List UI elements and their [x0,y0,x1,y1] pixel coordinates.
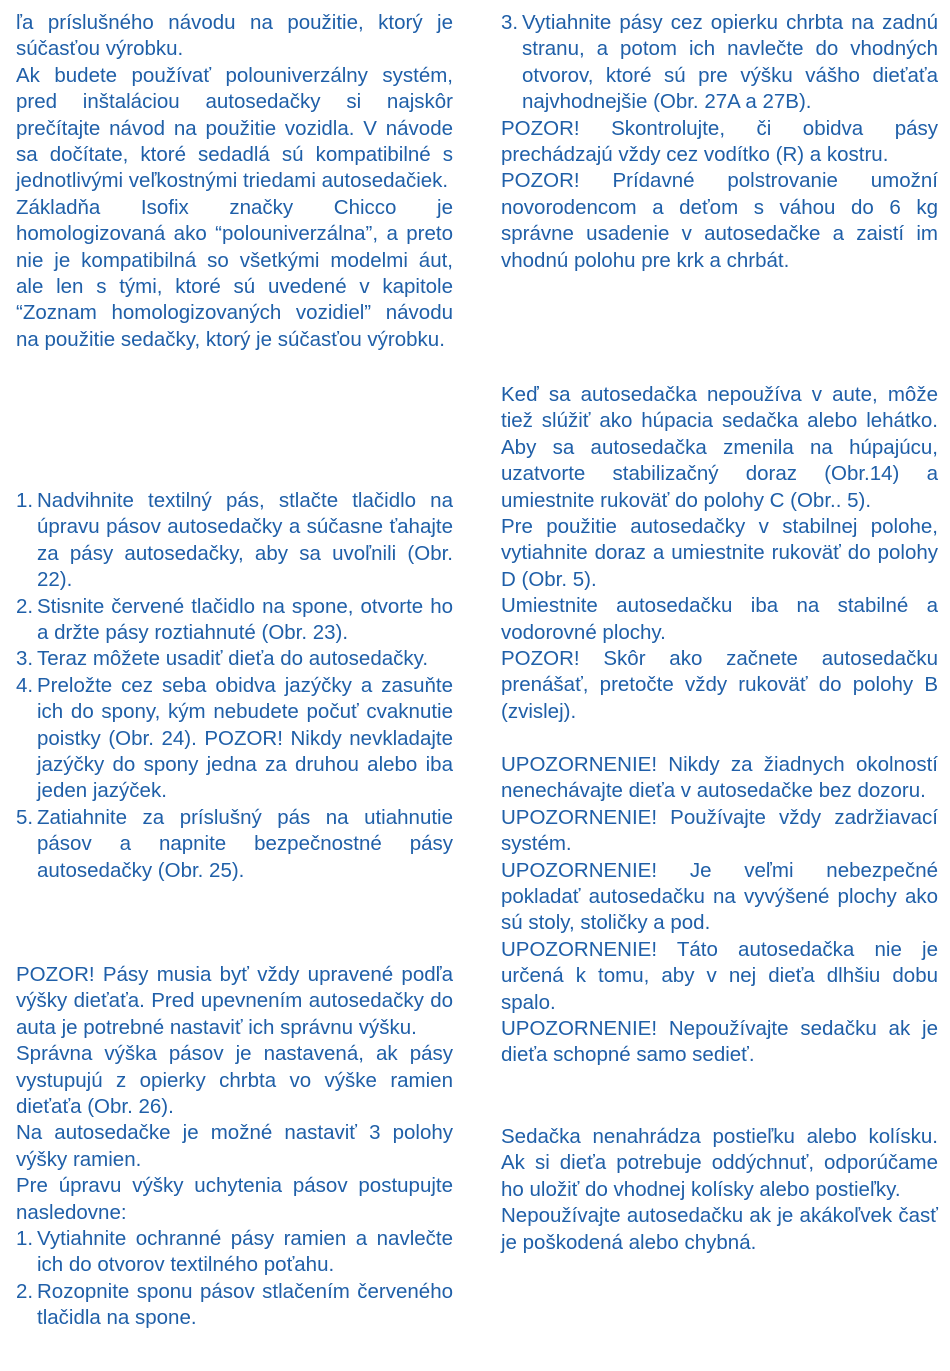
list-number: 4. [16,673,34,697]
list-number: 5. [16,805,34,829]
list-item [16,1226,453,1279]
list-number: 3. [16,647,34,671]
list-number: 3. [501,11,519,34]
list-item [16,646,453,672]
paragraph: ľa príslušného návodu na použitie, ktorý je súčasťou výrobku. [16,11,453,61]
left-block-fastening-steps [16,488,453,884]
right-block-belt-threading [501,10,938,274]
list-text: Zatiahnite za príslušný pás na utiahnutie pásov a napnite bezpečnostné pásy autosedačky (Obr. 25). [37,805,453,882]
list-item [16,805,453,884]
list-text: Vytiahnite pásy cez opierku chrbta na zadnú stranu, a potom ich navlečte do vhodných otvorov, ktoré sú pre výšku vášho dieťaťa najvhodnejšie (Obr. 27A a 27B). [522,11,938,114]
list-text: Rozopnite sponu pásov stlačením červeného tlačidla na spone. [37,1279,453,1330]
list-number: 2. [16,594,34,618]
paragraph: Pre úpravu výšky uchytenia pásov postupujte nasledovne: [16,1174,453,1224]
paragraph: Základňa Isofix značky Chicco je homologizovaná ako “polouniverzálna”, a preto nie je kompatibilná so všetkými modelmi áut, ale len s tými, ktoré sú uvedené v kapitole “Zoznam homologizovaných vozidiel” návodu na použitie sedačky, ktorý je súčasťou výrobku. [16,195,453,351]
left-block-compatibility [16,10,453,353]
right-block-warnings [501,752,938,1069]
list-item [16,488,453,594]
warning-paragraph: UPOZORNENIE! Táto autosedačka nie je určená k tomu, aby v nej dieťa dlhšiu dobu spalo. [501,937,938,1014]
list-number: 2. [16,1279,34,1303]
warning-paragraph: UPOZORNENIE! Je veľmi nebezpečné pokladať autosedačku na vyvýšené plochy ako sú stoly, stoličky a pod. [501,858,938,935]
paragraph: Ak budete používať polouniverzálny systém, pred inštaláciou autosedačky si najskôr prečítajte návod na použitie vozidla. V návode sa dočítate, ktoré sedadlá sú kompatibilné s jednotlivými veľkostnými triedami autosedačiek. [16,63,453,193]
list-item [16,673,453,805]
paragraph: Správna výška pásov je nastavená, ak pásy vystupujú z opierky chrbta vo výške ramien dieťaťa (Obr. 26). [16,1042,453,1119]
list-number: 1. [16,1227,34,1251]
paragraph: Pre použitie autosedačky v stabilnej polohe, vytiahnite doraz a umiestnite rukoväť do polohy D (Obr. 5). [501,515,938,591]
paragraph: POZOR! Skontrolujte, či obidva pásy prechádzajú vždy cez vodítko (R) a kostru. [501,116,938,167]
list-item [501,10,938,116]
paragraph: Sedačka nenahrádza postieľku alebo kolísku. Ak si dieťa potrebuje oddýchnuť, odporúčame ho uložiť do vhodnej kolísky alebo postieľky. [501,1125,938,1201]
paragraph: POZOR! Skôr ako začnete autosedačku prenášať, pretočte vždy rukoväť do polohy B (zvislej). [501,647,938,723]
paragraph: Keď sa autosedačka nepoužíva v aute, môže tiež slúžiť ako húpacia sedačka alebo lehátko. Aby sa autosedačka zmenila na húpajúcu, uzatvorte stabilizačný doraz (Obr.14) a umiestnite rukoväť do polohy C (Obr.. 5). [501,383,938,512]
list-text: Vytiahnite ochranné pásy ramien a navlečte ich do otvorov textilného poťahu. [37,1227,453,1277]
right-block-rocker-use [501,382,938,725]
paragraph: Nepoužívajte autosedačku ak je akákoľvek časť je poškodená alebo chybná. [501,1204,938,1254]
paragraph: Umiestnite autosedačku iba na stabilné a vodorovné plochy. [501,594,938,644]
list-text: Nadvihnite textilný pás, stlačte tlačidlo na úpravu pásov autosedačky a súčasne ťahajte za pásy autosedačky, aby sa uvoľnili (Obr. 22). [37,489,453,592]
list-item [16,1279,453,1332]
list-text: Preložte cez seba obidva jazýčky a zasuňte ich do spony, kým nebudete počuť cvaknutie poistky (Obr. 24). POZOR! Nikdy nevkladajte jazýčky do spony jedna za druhou alebo iba jeden jazýček. [37,673,453,803]
list-text: Stisnite červené tlačidlo na spone, otvorte ho a držte pásy roztiahnuté (Obr. 23). [37,594,453,645]
paragraph: POZOR! Pásy musia byť vždy upravené podľa výšky dieťaťa. Pred upevnením autosedačky do auta je potrebné nastaviť ich správnu výšku. [16,963,453,1039]
warning-paragraph: UPOZORNENIE! Nikdy za žiadnych okolností nenechávajte dieťa v autosedačke bez dozoru. [501,753,938,803]
right-block-sleep-note [501,1124,938,1256]
warning-paragraph: UPOZORNENIE! Používajte vždy zadržiavací systém. [501,805,938,856]
paragraph: POZOR! Prídavné polstrovanie umožní novorodencom a deťom s váhou do 6 kg správne usadenie v autosedačke a zaistí im vhodnú polohu pre krk a chrbát. [501,169,938,272]
left-block-belt-height [16,962,453,1332]
warning-paragraph: UPOZORNENIE! Nepoužívajte sedačku ak je dieťa schopné samo sedieť. [501,1017,938,1067]
list-item [16,594,453,647]
list-number: 1. [16,489,34,512]
list-text: Teraz môžete usadiť dieťa do autosedačky. [37,647,429,671]
paragraph: Na autosedačke je možné nastaviť 3 polohy výšky ramien. [16,1121,453,1171]
